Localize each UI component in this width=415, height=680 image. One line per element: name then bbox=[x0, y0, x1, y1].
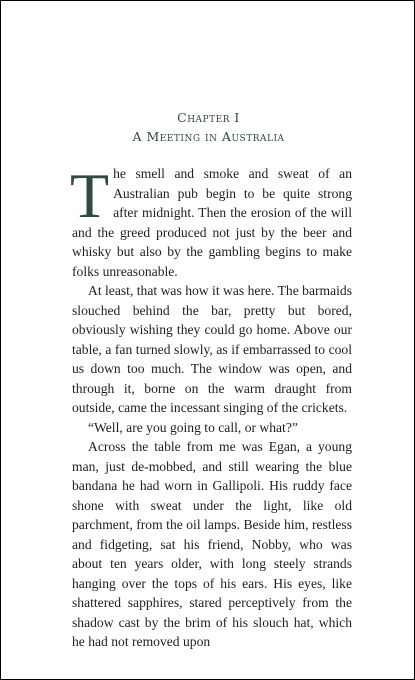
chapter-number: Chapter I bbox=[177, 110, 240, 125]
paragraph-1 bbox=[70, 160, 352, 281]
drop-cap: T bbox=[70, 160, 110, 231]
chapter-body bbox=[70, 160, 352, 652]
paragraph-3: “Well, are you going to call, or what?” bbox=[88, 419, 298, 435]
paragraph-2: At least, that was how it was here. The barmaids slouched behind the bar, pretty but bored, obviously wishing they could go home. Above our table, a fan turned slowly, as if embarrassed to cool us down too much. The window was open, and through it, borne on the warm draught from outside, came the incessant singing of the crickets. bbox=[72, 283, 352, 415]
chapter-title: A Meeting in Australia bbox=[132, 129, 285, 144]
paragraph-4: Across the table from me was Egan, a young man, just de-mobbed, and still wearing the blue bandana he had worn in Gallipoli. His ruddy face shone with sweat under the light, like old parchment, from the oil lamps. Beside him, restless and fidgeting, sat his friend, Nobby, who was about ten years older, with long steely strands hanging over the tops of his ears. His eyes, like shattered sapphires, stared perceptively from the shadow cast by the brim of his slouch hat, which he had not removed upon bbox=[72, 439, 352, 649]
paragraph-1-text: he smell and smoke and sweat of an Australian pub begin to be quite strong after midnight. Then the erosion of the will and the greed produced not just by the beer and whisky but also by the gambling begins to make folks unreasonable. bbox=[72, 166, 352, 279]
